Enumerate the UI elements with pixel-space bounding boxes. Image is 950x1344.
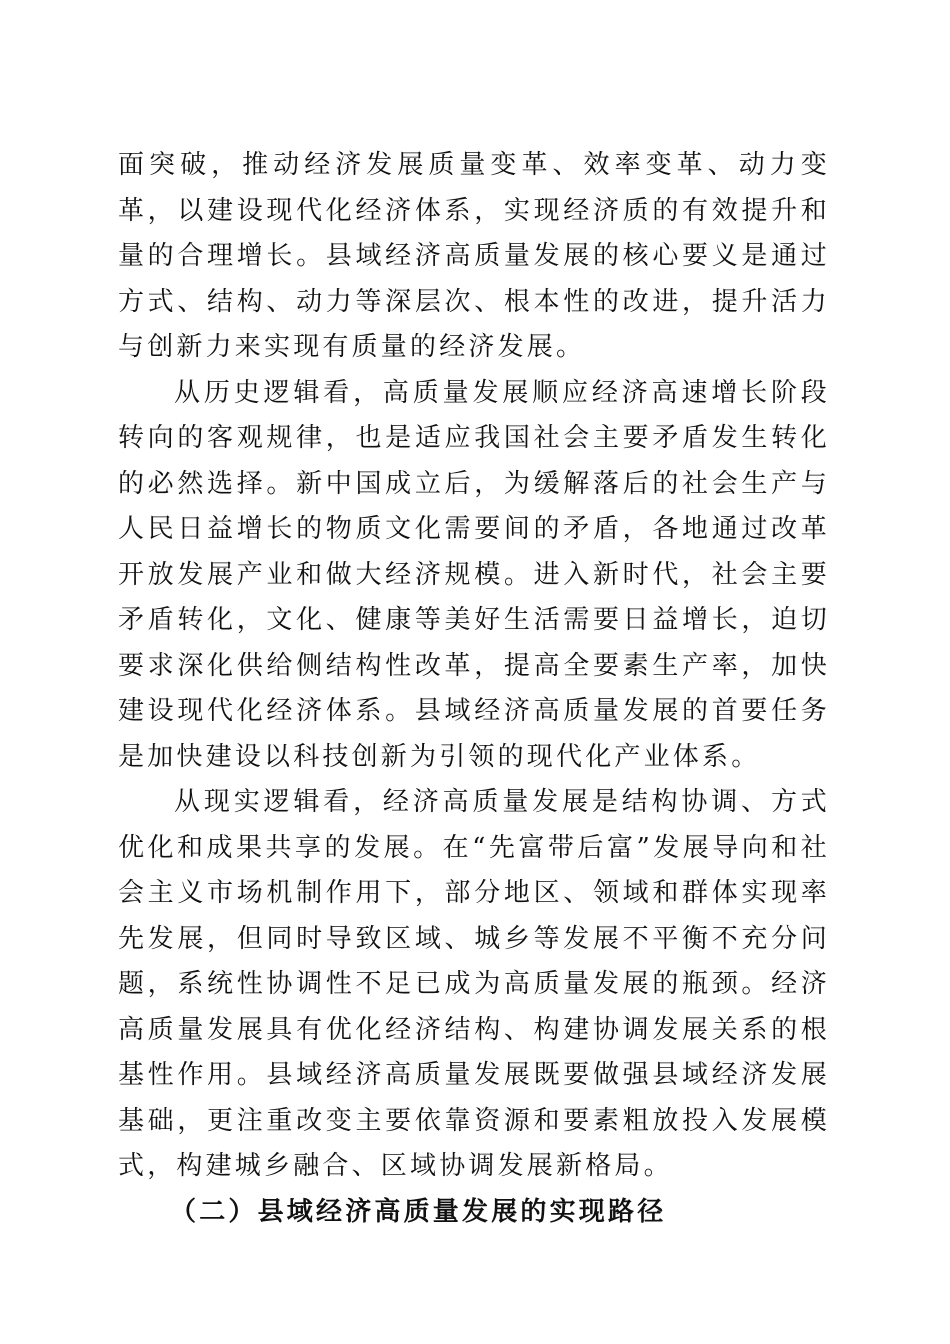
paragraph-continuation: 面突破，推动经济发展质量变革、效率变革、动力变革，以建设现代化经济体系，实现经济质的有效提升和量的合理增长。县域经济高质量发展的核心要义是通过方式、结构、动力等深层次、根本性的改进，提升活力与创新力来实现有质量的经济发展。 [118,150,830,362]
document-page [118,143,830,1235]
paragraph-historical-logic: 从历史逻辑看，高质量发展顺应经济高速增长阶段转向的客观规律，也是适应我国社会主要矛盾发生转化的必然选择。新中国成立后，为缓解落后的社会生产与人民日益增长的物质文化需要间的矛盾，各地通过改革开放发展产业和做大经济规模。进入新时代，社会主要矛盾转化，文化、健康等美好生活需要日益增长，迫切要求深化供给侧结构性改革，提高全要素生产率，加快建设现代化经济体系。县域经济高质量发展的首要任务是加快建设以科技创新为引领的现代化产业体系。 [118,377,830,772]
section-heading: （二）县域经济高质量发展的实现路径 [170,1196,667,1227]
paragraph-practical-logic: 从现实逻辑看，经济高质量发展是结构协调、方式优化和成果共享的发展。在“先富带后富”发展导向和社会主义市场机制作用下，部分地区、领域和群体实现率先发展，但同时导致区域、城乡等发展不平衡不充分问题，系统性协调性不足已成为高质量发展的瓶颈。经济高质量发展具有优化经济结构、构建协调发展关系的根基性作用。县域经济高质量发展既要做强县域经济发展基础，更注重改变主要依靠资源和要素粗放投入发展模式，构建城乡融合、区域协调发展新格局。 [118,787,830,1181]
